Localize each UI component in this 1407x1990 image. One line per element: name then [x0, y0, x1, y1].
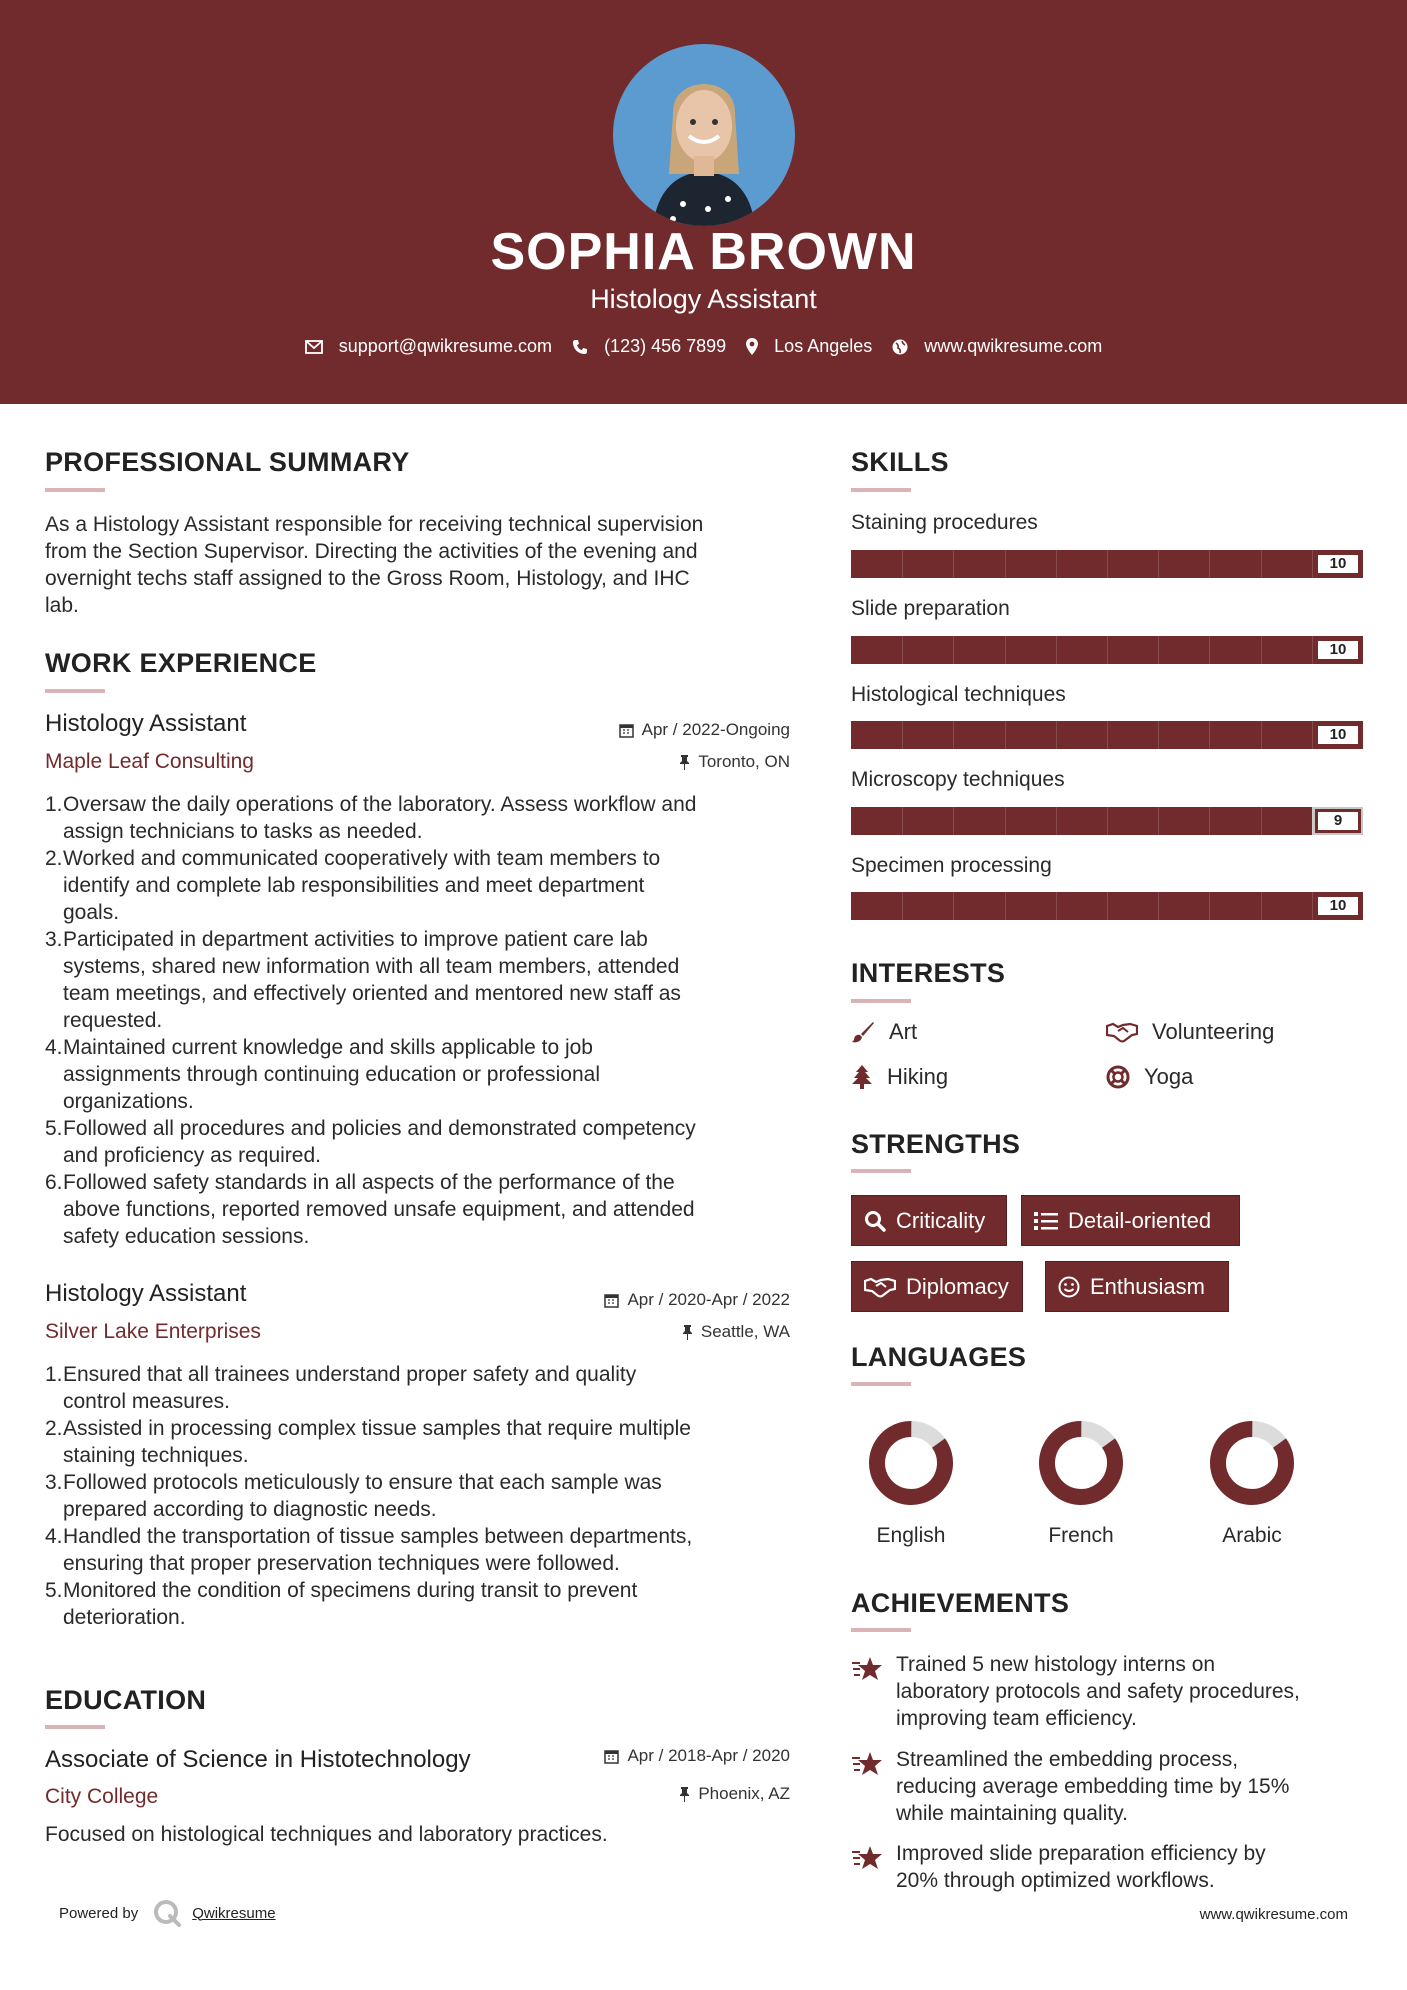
- skill-segment-divider: [1158, 807, 1159, 835]
- job-duties: [45, 791, 805, 1250]
- language-label: French: [1048, 1524, 1114, 1547]
- item-line: team meetings, and effectively oriented and mentored new staff as: [63, 982, 681, 1005]
- item-line: and proficiency as required.: [63, 1144, 321, 1167]
- achievements-rule: [851, 1628, 911, 1632]
- item-number: 4.: [45, 1525, 63, 1548]
- item-line: Participated in department activities to improve patient care lab: [63, 928, 648, 951]
- summary-rule: [45, 488, 105, 492]
- footer-powered-by: [59, 1898, 276, 1928]
- interest-label: Volunteering: [1152, 1019, 1275, 1044]
- item-number: 3.: [45, 928, 63, 951]
- achievement-line: 20% through optimized workflows.: [896, 1869, 1215, 1892]
- achievement-line: laboratory protocols and safety procedures,: [896, 1680, 1300, 1703]
- pushpin-icon: [679, 755, 690, 770]
- strength-label: Diplomacy: [906, 1273, 1009, 1299]
- list-item: [45, 1115, 805, 1169]
- strength-tag: [1021, 1195, 1240, 1246]
- languages-heading: LANGUAGES: [851, 1342, 1027, 1372]
- skill-segment-divider: [1261, 892, 1262, 920]
- job-title: Histology Assistant: [45, 1280, 247, 1307]
- skill-segment-divider: [1056, 892, 1057, 920]
- handshake-icon: [864, 1276, 896, 1298]
- item-number: 6.: [45, 1171, 63, 1194]
- skill-label: Staining procedures: [851, 511, 1038, 534]
- candidate-title: Histology Assistant: [590, 284, 817, 314]
- education-rule: [45, 1725, 105, 1729]
- item-line: deterioration.: [63, 1606, 186, 1629]
- skill-segment-divider: [1107, 721, 1108, 749]
- job-duties: [45, 1361, 805, 1631]
- skill-score: 10: [1315, 638, 1361, 662]
- skill-segment-divider: [1261, 636, 1262, 664]
- star-icon: [851, 1655, 883, 1683]
- qwikresume-logo-icon: [152, 1898, 182, 1928]
- job-dates: [520, 720, 790, 740]
- language-label: Arabic: [1222, 1524, 1282, 1547]
- job-location-text: Toronto, ON: [698, 752, 790, 771]
- skills-rule: [851, 488, 911, 492]
- star-icon: [851, 1844, 883, 1872]
- experience-heading: WORK EXPERIENCE: [45, 648, 317, 678]
- language-level-arc: [1209, 1420, 1295, 1506]
- summary-heading: PROFESSIONAL SUMMARY: [45, 447, 410, 477]
- strength-tag: [1045, 1261, 1229, 1312]
- interest-volunteering: [1106, 1019, 1274, 1045]
- item-line: prepared according to diagnostic needs.: [63, 1498, 437, 1521]
- list-item: [45, 1034, 805, 1115]
- achievement-line: Streamlined the embedding process,: [896, 1748, 1239, 1771]
- item-line: identify and complete lab responsibilities and meet department: [63, 874, 645, 897]
- skill-bar: [851, 550, 1363, 578]
- skill-segment-divider: [1005, 807, 1006, 835]
- smile-icon: [1058, 1276, 1080, 1298]
- strength-label: Criticality: [896, 1207, 986, 1233]
- skills-heading: SKILLS: [851, 447, 949, 477]
- map-pin-icon: [746, 338, 758, 355]
- skill-segment-divider: [1056, 807, 1057, 835]
- envelope-icon: [305, 340, 323, 354]
- language-donut: [868, 1420, 954, 1506]
- company-name: Maple Leaf Consulting: [45, 750, 254, 773]
- skill-segment-divider: [1158, 636, 1159, 664]
- skill-segment-divider: [953, 807, 954, 835]
- skill-segment-divider: [1209, 550, 1210, 578]
- contact-email[interactable]: [305, 336, 552, 357]
- skill-segment-divider: [1005, 636, 1006, 664]
- summary-line: As a Histology Assistant responsible for receiving technical supervision: [45, 513, 704, 536]
- candidate-name: SOPHIA BROWN: [490, 223, 917, 281]
- skill-score: 10: [1315, 894, 1361, 918]
- item-number: 4.: [45, 1036, 63, 1059]
- item-number: 5.: [45, 1117, 63, 1140]
- interests-rule: [851, 999, 911, 1003]
- paintbrush-icon: [851, 1020, 875, 1044]
- list-item: [45, 1415, 805, 1469]
- skill-segment-divider: [1209, 807, 1210, 835]
- skill-segment-divider: [1056, 721, 1057, 749]
- strength-tag: [851, 1261, 1023, 1312]
- item-line: Monitored the condition of specimens during transit to prevent: [63, 1579, 638, 1602]
- skill-segment-divider: [1261, 721, 1262, 749]
- skill-bar: [851, 721, 1363, 749]
- website-text: www.qwikresume.com: [924, 336, 1103, 356]
- list-item: [45, 1577, 805, 1631]
- item-line: requested.: [63, 1009, 163, 1032]
- skill-segment-divider: [1056, 550, 1057, 578]
- item-number: 1.: [45, 1363, 63, 1386]
- list-item: [45, 1361, 805, 1415]
- pushpin-icon: [682, 1325, 693, 1340]
- item-line: staining techniques.: [63, 1444, 249, 1467]
- summary-line: lab.: [45, 594, 79, 617]
- item-line: Followed all procedures and policies and demonstrated competency: [63, 1117, 696, 1140]
- skill-segment-divider: [1261, 550, 1262, 578]
- item-number: 1.: [45, 793, 63, 816]
- job-dates-text: Apr / 2020-Apr / 2022: [627, 1290, 790, 1309]
- skill-segment-divider: [1056, 636, 1057, 664]
- language-label: English: [876, 1524, 946, 1547]
- skill-segment-divider: [1312, 550, 1313, 578]
- item-line: organizations.: [63, 1090, 194, 1113]
- skill-segment-divider: [1107, 550, 1108, 578]
- skill-segment-divider: [953, 721, 954, 749]
- location-text: Los Angeles: [774, 336, 873, 356]
- experience-rule: [45, 689, 105, 693]
- resume-header: [0, 0, 1407, 404]
- item-line: Oversaw the daily operations of the laboratory. Assess workflow and: [63, 793, 697, 816]
- skill-segment-divider: [902, 636, 903, 664]
- interest-yoga: [1106, 1064, 1193, 1090]
- profile-photo: [613, 44, 795, 226]
- qwikresume-link[interactable]: Qwikresume: [192, 1904, 276, 1922]
- job-title: Histology Assistant: [45, 710, 247, 737]
- item-number: 3.: [45, 1471, 63, 1494]
- item-line: goals.: [63, 901, 120, 924]
- item-line: Followed safety standards in all aspects of the performance of the: [63, 1171, 675, 1194]
- strength-label: Enthusiasm: [1090, 1273, 1205, 1299]
- achievement-line: while maintaining quality.: [896, 1802, 1128, 1825]
- powered-by-text: Powered by: [59, 1904, 139, 1922]
- language-level-arc: [1038, 1420, 1124, 1506]
- achievement-text: [896, 1840, 1366, 1894]
- skill-label: Histological techniques: [851, 683, 1066, 706]
- lifering-icon: [1106, 1065, 1130, 1089]
- skill-label: Microscopy techniques: [851, 768, 1065, 791]
- contact-phone[interactable]: [572, 336, 726, 357]
- education-description: Focused on histological techniques and laboratory practices.: [45, 1823, 608, 1846]
- achievement-line: Trained 5 new histology interns on: [896, 1653, 1216, 1676]
- interest-label: Art: [889, 1019, 918, 1044]
- skill-segment-divider: [1209, 721, 1210, 749]
- list-item: [45, 791, 805, 845]
- skill-segment-divider: [953, 892, 954, 920]
- pushpin-icon: [679, 1787, 690, 1802]
- item-line: Assisted in processing complex tissue samples that require multiple: [63, 1417, 691, 1440]
- contact-website[interactable]: [892, 336, 1102, 357]
- list-item: [45, 926, 805, 1034]
- achievements-heading: ACHIEVEMENTS: [851, 1588, 1070, 1618]
- strengths-rule: [851, 1169, 911, 1173]
- skill-segment-divider: [1312, 721, 1313, 749]
- contact-bar: [0, 336, 1407, 357]
- skill-fill: [851, 807, 1312, 835]
- education-dates-text: Apr / 2018-Apr / 2020: [627, 1746, 790, 1765]
- summary-text: [45, 511, 805, 619]
- skill-label: Slide preparation: [851, 597, 1010, 620]
- handshake-icon: [1106, 1021, 1138, 1043]
- skill-segment-divider: [902, 807, 903, 835]
- skill-segment-divider: [1312, 636, 1313, 664]
- skill-segment-divider: [1158, 550, 1159, 578]
- skill-score: 10: [1315, 723, 1361, 747]
- school-name: City College: [45, 1785, 159, 1808]
- skill-score: 9: [1315, 809, 1361, 833]
- education-dates: [520, 1746, 790, 1766]
- skill-segment-divider: [1107, 636, 1108, 664]
- item-line: assign technicians to tasks as needed.: [63, 820, 423, 843]
- skill-bar: [851, 892, 1363, 920]
- achievement-line: Improved slide preparation efficiency by: [896, 1842, 1266, 1865]
- summary-line: overnight techs staff assigned to the Gross Room, Histology, and IHC: [45, 567, 690, 590]
- contact-location: [746, 336, 872, 357]
- email-text: support@qwikresume.com: [338, 336, 553, 356]
- star-icon: [851, 1750, 883, 1778]
- skill-segment-divider: [1005, 550, 1006, 578]
- skill-score: 10: [1315, 552, 1361, 576]
- achievement-line: reducing average embedding time by 15%: [896, 1775, 1290, 1798]
- skill-segment-divider: [1209, 636, 1210, 664]
- footer-website[interactable]: www.qwikresume.com: [1199, 1906, 1348, 1923]
- skill-bar: [851, 807, 1363, 835]
- skill-segment-divider: [953, 636, 954, 664]
- list-item: [45, 1523, 805, 1577]
- interests-heading: INTERESTS: [851, 958, 1006, 988]
- phone-icon: [572, 339, 588, 355]
- list-item: [45, 845, 805, 926]
- company-name: Silver Lake Enterprises: [45, 1320, 261, 1343]
- education-heading: EDUCATION: [45, 1685, 207, 1715]
- language-donut: [1038, 1420, 1124, 1506]
- skill-segment-divider: [1312, 892, 1313, 920]
- calendar-icon: [604, 1749, 619, 1764]
- item-number: 2.: [45, 847, 63, 870]
- skill-segment-divider: [1312, 807, 1313, 835]
- skill-segment-divider: [902, 550, 903, 578]
- list-item: [45, 1169, 805, 1250]
- job-location-text: Seattle, WA: [700, 1322, 790, 1341]
- skill-segment-divider: [902, 721, 903, 749]
- skill-label: Specimen processing: [851, 854, 1052, 877]
- language-level-arc: [868, 1420, 954, 1506]
- education-location: [520, 1784, 790, 1804]
- skill-segment-divider: [1261, 807, 1262, 835]
- skill-segment-divider: [1107, 892, 1108, 920]
- achievement-text: [896, 1746, 1366, 1827]
- skill-segment-divider: [1005, 721, 1006, 749]
- strengths-heading: STRENGTHS: [851, 1129, 1021, 1159]
- item-line: ensuring that proper preservation techniques were followed.: [63, 1552, 620, 1575]
- job-location: [520, 1322, 790, 1342]
- degree-title: Associate of Science in Histotechnology: [45, 1746, 471, 1773]
- achievement-line: improving team efficiency.: [896, 1707, 1137, 1730]
- item-line: control measures.: [63, 1390, 230, 1413]
- strength-tag: [851, 1195, 1007, 1246]
- tree-icon: [851, 1065, 873, 1089]
- item-number: 5.: [45, 1579, 63, 1602]
- skill-segment-divider: [1158, 721, 1159, 749]
- skill-segment-divider: [902, 892, 903, 920]
- item-line: Handled the transportation of tissue samples between departments,: [63, 1525, 693, 1548]
- achievement-text: [896, 1651, 1366, 1732]
- globe-icon: [892, 339, 908, 355]
- skill-segment-divider: [953, 550, 954, 578]
- calendar-icon: [604, 1293, 619, 1308]
- item-line: Worked and communicated cooperatively with team members to: [63, 847, 661, 870]
- skill-segment-divider: [1158, 892, 1159, 920]
- education-location-text: Phoenix, AZ: [698, 1784, 790, 1803]
- item-line: Maintained current knowledge and skills applicable to job: [63, 1036, 593, 1059]
- interest-hiking: [851, 1064, 948, 1090]
- item-line: systems, shared new information with all team members, attended: [63, 955, 680, 978]
- item-line: safety education sessions.: [63, 1225, 310, 1248]
- list-item: [45, 1469, 805, 1523]
- skill-bar: [851, 636, 1363, 664]
- item-line: assignments through continuing education or professional: [63, 1063, 601, 1086]
- interest-label: Hiking: [887, 1064, 949, 1089]
- job-location: [520, 752, 790, 772]
- job-dates-text: Apr / 2022-Ongoing: [641, 720, 790, 739]
- item-line: Ensured that all trainees understand proper safety and quality: [63, 1363, 637, 1386]
- skill-segment-divider: [1005, 892, 1006, 920]
- interest-label: Yoga: [1144, 1064, 1194, 1089]
- job-dates: [520, 1290, 790, 1310]
- skill-segment-divider: [1209, 892, 1210, 920]
- interest-art: [851, 1019, 917, 1045]
- languages-rule: [851, 1382, 911, 1386]
- phone-text: (123) 456 7899: [604, 336, 727, 356]
- search-icon: [864, 1210, 886, 1232]
- skill-segment-divider: [1107, 807, 1108, 835]
- list-icon: [1034, 1211, 1058, 1231]
- item-number: 2.: [45, 1417, 63, 1440]
- item-line: above functions, reported removed unsafe equipment, and attended: [63, 1198, 695, 1221]
- summary-line: from the Section Supervisor. Directing the activities of the evening and: [45, 540, 698, 563]
- language-donut: [1209, 1420, 1295, 1506]
- calendar-icon: [619, 723, 634, 738]
- item-line: Followed protocols meticulously to ensure that each sample was: [63, 1471, 662, 1494]
- strength-label: Detail-oriented: [1068, 1207, 1212, 1233]
